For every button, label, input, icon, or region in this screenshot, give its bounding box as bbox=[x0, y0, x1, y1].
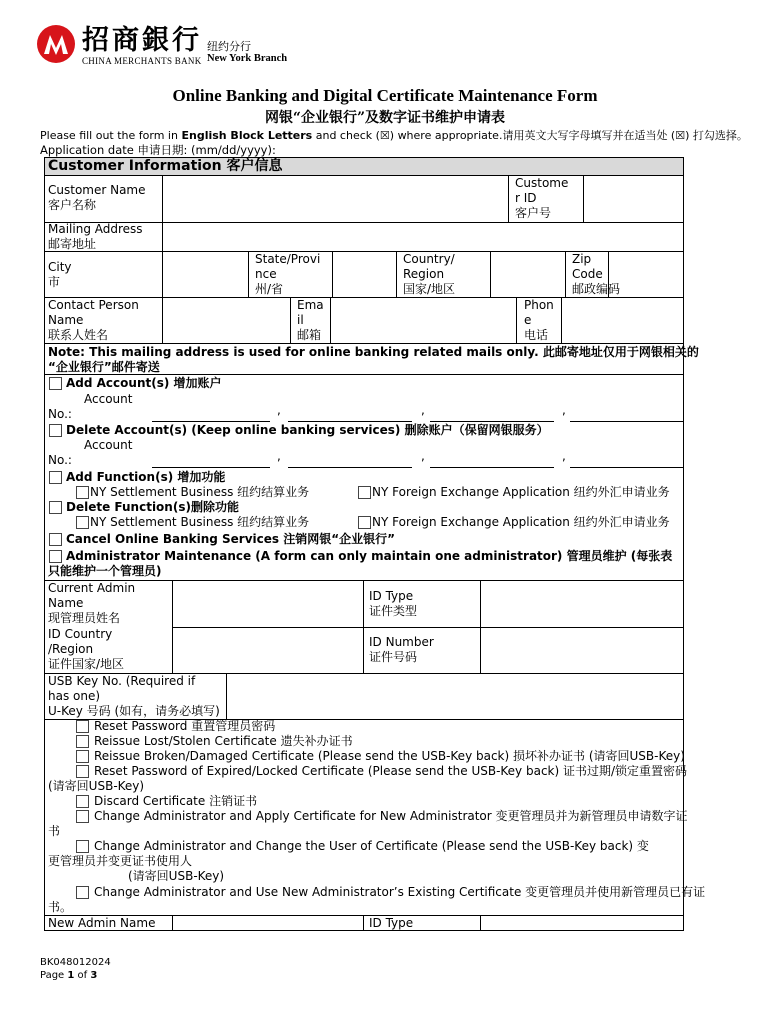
reset-expired-label: Reset Password of Expired/Locked Certificate (Please send the USB-Key back) 证书过期/锁定重置密码 bbox=[94, 764, 688, 778]
id-country-label: ID Country /Region 证件国家/地区 bbox=[48, 627, 125, 671]
zip-label: Zip Code 邮政编码 bbox=[572, 252, 621, 296]
customer-id-label: Custome r ID 客户号 bbox=[515, 176, 569, 220]
delete-ny-fx-label: NY Foreign Exchange Application 纽约外汇申请业务 bbox=[372, 515, 670, 529]
current-admin-label: Current Admin Name 现管理员姓名 bbox=[48, 581, 136, 625]
mailing-address-label: Mailing Address 邮寄地址 bbox=[48, 222, 143, 251]
id-country-input[interactable] bbox=[173, 628, 363, 673]
note-text: Note: This mailing address is used for online banking related mails only. 此邮寄地址仅用于网银相关的 “企业银行”邮件寄送 bbox=[48, 345, 699, 374]
change-apply-label-cont: 书 bbox=[48, 824, 61, 838]
customer-name-label: Customer Name 客户名称 bbox=[48, 183, 146, 212]
usb-key-input[interactable] bbox=[227, 674, 683, 719]
phone-label: Phon e 电话 bbox=[524, 298, 554, 342]
cancel-online-banking-checkbox[interactable] bbox=[49, 533, 62, 546]
add-ny-fx-checkbox[interactable] bbox=[358, 486, 371, 499]
add-function-checkbox[interactable] bbox=[49, 471, 62, 484]
add-account-label: Add Account(s) 增加账户 bbox=[66, 376, 222, 390]
reset-password-checkbox[interactable] bbox=[76, 720, 89, 733]
change-existing-checkbox[interactable] bbox=[76, 886, 89, 899]
new-admin-label: New Admin Name bbox=[48, 916, 156, 930]
city-label: City 市 bbox=[48, 260, 72, 289]
add-account-input-1[interactable] bbox=[152, 421, 270, 422]
delete-function-label: Delete Function(s)删除功能 bbox=[66, 500, 239, 514]
change-user-label-cont2: (请寄回USB-Key) bbox=[128, 869, 225, 883]
new-id-type-label: ID Type bbox=[369, 916, 414, 930]
add-ny-settlement-checkbox[interactable] bbox=[76, 486, 89, 499]
country-input[interactable] bbox=[491, 252, 565, 297]
instructions: Please fill out the form in English Block Letters and check (☒) where appropriate.请用英文大写字母填写并在适当处 (☒) 打勾选择。 bbox=[40, 129, 748, 142]
form-code: BK048012024 bbox=[40, 957, 111, 968]
customer-name-input[interactable] bbox=[162, 175, 508, 222]
id-number-label: ID Number 证件号码 bbox=[369, 635, 434, 664]
country-label: Country/ Region 国家/地区 bbox=[403, 252, 456, 296]
id-number-input[interactable] bbox=[481, 628, 683, 673]
change-existing-label: Change Administrator and Use New Administrator’s Existing Certificate 变更管理员并使用新管理员已有证 bbox=[94, 885, 706, 899]
zip-input[interactable] bbox=[609, 252, 683, 297]
customer-info-title: Customer Information 客户信息 bbox=[48, 158, 283, 174]
add-function-label: Add Function(s) 增加功能 bbox=[66, 470, 226, 484]
add-ny-settlement-label: NY Settlement Business 纽约结算业务 bbox=[90, 485, 310, 499]
change-user-label-cont: 更管理员并变更证书使用人 bbox=[48, 854, 193, 868]
contact-name-label: Contact Person Name 联系人姓名 bbox=[48, 298, 139, 342]
id-type-input[interactable] bbox=[481, 581, 683, 627]
reset-expired-checkbox[interactable] bbox=[76, 765, 89, 778]
email-label: Ema il 邮箱 bbox=[297, 298, 324, 342]
customer-id-input[interactable] bbox=[584, 176, 683, 221]
usb-key-label: USB Key No. (Required if has one) U-Key 号码 (如有，请务必填写) bbox=[48, 674, 220, 718]
account-no-label: No.: bbox=[48, 407, 72, 421]
change-apply-checkbox[interactable] bbox=[76, 810, 89, 823]
contact-name-input[interactable] bbox=[163, 298, 290, 343]
branch-name-en: New York Branch bbox=[207, 53, 288, 64]
admin-maintenance-label: Administrator Maintenance (A form can only maintain one administrator) 管理员维护 (每张表 只能维护一个管理员) bbox=[48, 549, 673, 578]
delete-function-checkbox[interactable] bbox=[49, 501, 62, 514]
delete-account-no-label: No.: bbox=[48, 453, 72, 467]
delete-ny-fx-checkbox[interactable] bbox=[358, 516, 371, 529]
account-label: Account bbox=[84, 392, 133, 406]
bank-name-cn: 招商銀行 bbox=[82, 25, 202, 56]
city-input[interactable] bbox=[163, 252, 248, 297]
bank-name-en: CHINA MERCHANTS BANK bbox=[82, 56, 202, 66]
delete-account-input-3[interactable] bbox=[430, 467, 554, 468]
id-type-label: ID Type 证件类型 bbox=[369, 589, 418, 618]
page-number: Page 1 of 3 bbox=[40, 970, 98, 981]
delete-account-label: Delete Account(s) (Keep online banking services) 删除账户（保留网银服务） bbox=[66, 423, 549, 437]
form-subtitle: 网银“企业银行”及数字证书维护申请表 bbox=[264, 110, 506, 126]
reissue-lost-label: Reissue Lost/Stolen Certificate 遗失补办证书 bbox=[94, 734, 353, 748]
delete-account-label2: Account bbox=[84, 438, 133, 452]
change-apply-label: Change Administrator and Apply Certificate for New Administrator 变更管理员并为新管理员申请数字证 bbox=[94, 809, 688, 823]
add-account-input-3[interactable] bbox=[430, 421, 554, 422]
add-account-input-4[interactable] bbox=[570, 421, 683, 422]
form-title: Online Banking and Digital Certificate Maintenance Form bbox=[172, 86, 598, 105]
change-user-label: Change Administrator and Change the User of Certificate (Please send the USB-Key back) 变 bbox=[94, 839, 649, 853]
state-label: State/Provi nce 州/省 bbox=[255, 252, 321, 296]
delete-ny-settlement-label: NY Settlement Business 纽约结算业务 bbox=[90, 515, 310, 529]
mailing-address-input[interactable] bbox=[163, 223, 683, 251]
current-admin-input[interactable] bbox=[173, 581, 363, 627]
add-ny-fx-label: NY Foreign Exchange Application 纽约外汇申请业务 bbox=[372, 485, 670, 499]
change-existing-label-cont: 书。 bbox=[48, 900, 73, 914]
discard-certificate-checkbox[interactable] bbox=[76, 795, 89, 808]
reissue-broken-checkbox[interactable] bbox=[76, 750, 89, 763]
change-user-checkbox[interactable] bbox=[76, 840, 89, 853]
delete-account-input-2[interactable] bbox=[288, 467, 412, 468]
reset-expired-label-cont: (请寄回USB-Key) bbox=[48, 779, 145, 793]
bank-logo-icon bbox=[36, 24, 76, 64]
phone-input[interactable] bbox=[562, 298, 683, 343]
delete-account-input-1[interactable] bbox=[152, 467, 270, 468]
reset-password-label: Reset Password 重置管理员密码 bbox=[94, 719, 276, 733]
state-input[interactable] bbox=[333, 252, 396, 297]
application-date-label: Application date 申请日期: (mm/dd/yyyy): bbox=[40, 143, 276, 157]
new-admin-input[interactable] bbox=[173, 916, 363, 930]
delete-ny-settlement-checkbox[interactable] bbox=[76, 516, 89, 529]
add-account-input-2[interactable] bbox=[288, 421, 412, 422]
delete-account-checkbox[interactable] bbox=[49, 424, 62, 437]
add-account-checkbox[interactable] bbox=[49, 377, 62, 390]
delete-account-input-4[interactable] bbox=[570, 467, 683, 468]
email-input[interactable] bbox=[331, 298, 516, 343]
discard-certificate-label: Discard Certificate 注销证书 bbox=[94, 794, 258, 808]
reissue-lost-checkbox[interactable] bbox=[76, 735, 89, 748]
branch-name-cn: 纽约分行 bbox=[207, 40, 251, 53]
cancel-online-banking-label: Cancel Online Banking Services 注销网银“企业银行” bbox=[66, 532, 395, 546]
reissue-broken-label: Reissue Broken/Damaged Certificate (Please send the USB-Key back) 损坏补办证书 (请寄回USB-Key) bbox=[94, 749, 685, 763]
